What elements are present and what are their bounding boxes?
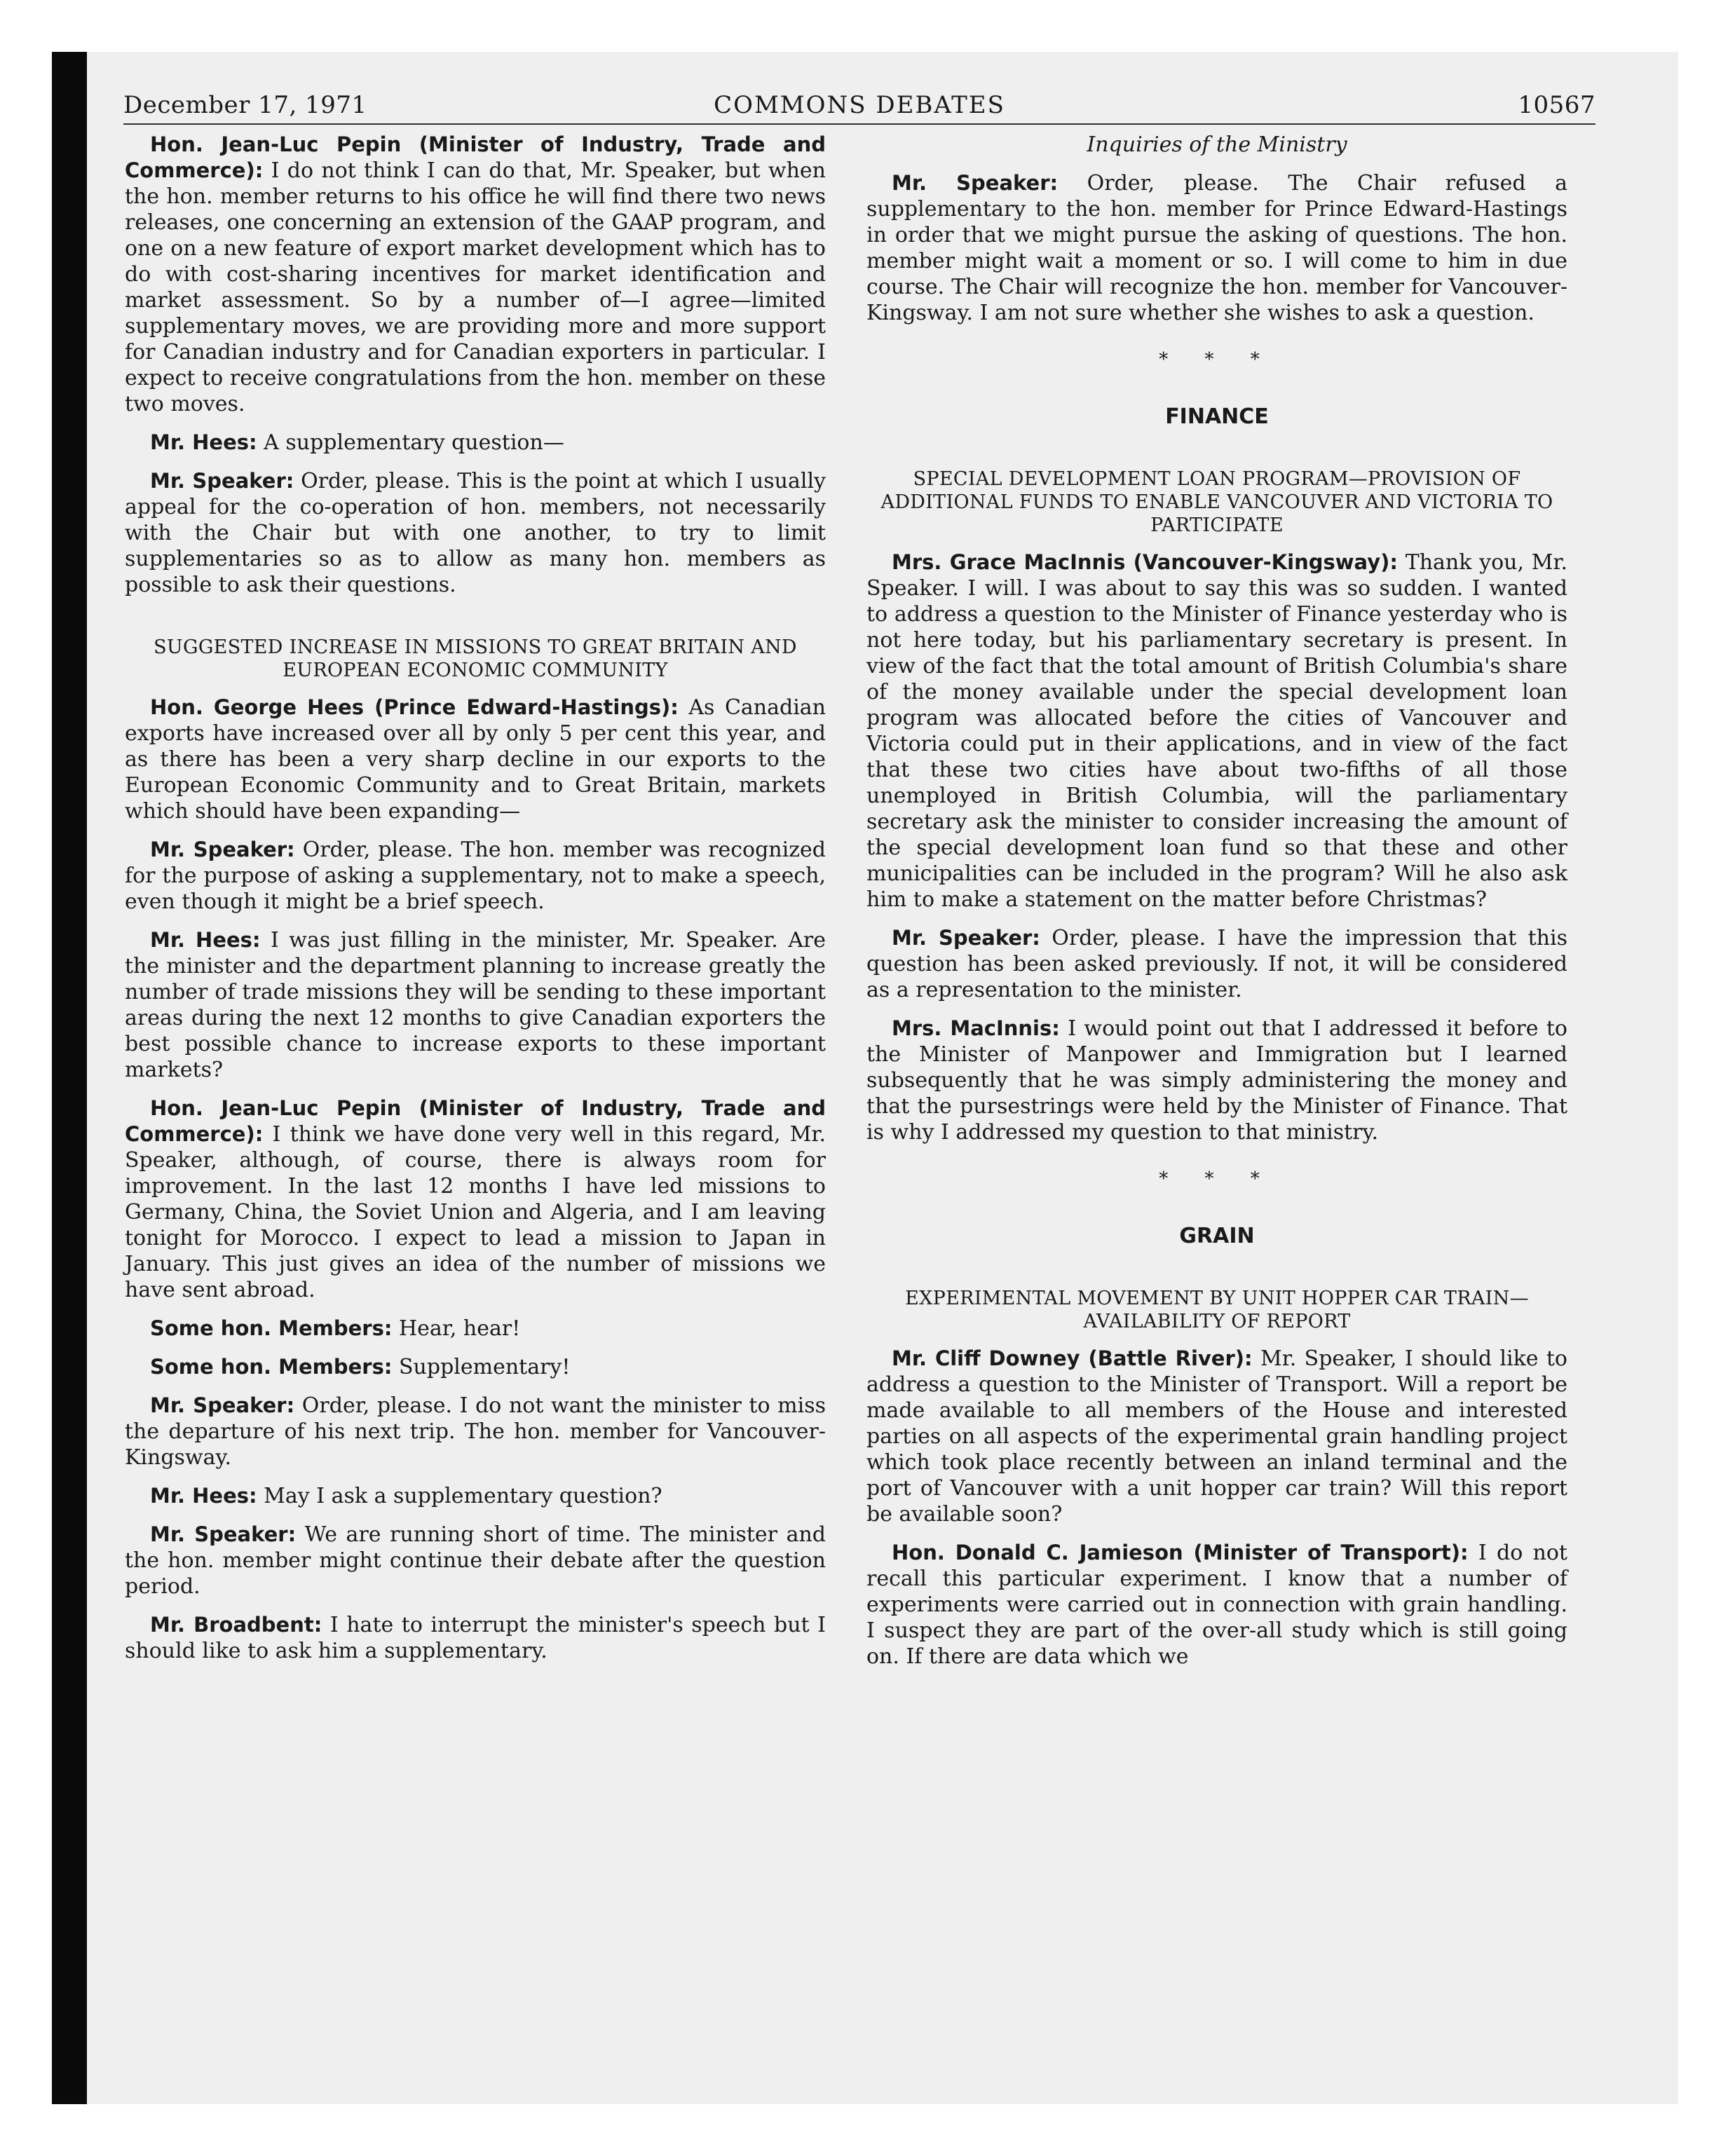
- speaker-name: Mr. Hees:: [150, 430, 257, 454]
- left-column: [125, 132, 826, 1677]
- speaker-name: Mr. Speaker:: [892, 926, 1040, 950]
- speech-text: We are running short of time. The minister and the hon. member might continue their debate after the question period.: [125, 1522, 826, 1599]
- speech-text: Order, please. I do not want the minister to miss the departure of his next trip. The hon. member for Vancouver-Kingsway.: [125, 1393, 826, 1470]
- speech-paragraph: [866, 1016, 1567, 1145]
- section-heading: GRAIN: [1179, 1224, 1255, 1248]
- speech-paragraph: [125, 468, 826, 598]
- speech-text: Mr. Speaker, I should like to address a question to the Minister of Transport. Will a report be made available to all members of the House and interested parties on all aspects of the experimental grain handling project which took place recently between an inland terminal and the port of Vancouver with a unit hopper car train? Will this report be available soon?: [866, 1346, 1567, 1527]
- speech-paragraph: [866, 1540, 1567, 1670]
- speech-paragraph: [866, 550, 1567, 913]
- speech-text: Hear, hear!: [392, 1316, 521, 1341]
- subheading: SUGGESTED INCREASE IN MISSIONS TO GREAT BRITAIN AND EUROPEAN ECONOMIC COMMUNITY: [154, 636, 797, 681]
- speech-paragraph: [125, 1354, 826, 1380]
- speech-paragraph: [125, 1483, 826, 1509]
- speaker-name: Mr. Speaker:: [150, 1522, 297, 1546]
- speech-text: I do not recall this particular experiment. I know that a number of experiments were carried out in connection with grain handling. I suspect they are part of the over-all study which is still going on. If there are data which we: [866, 1541, 1567, 1669]
- speech-paragraph: [866, 925, 1567, 1003]
- speaker-name: Mr. Speaker:: [150, 838, 295, 861]
- speaker-name: Some hon. Members:: [150, 1355, 393, 1379]
- right-column: [866, 132, 1567, 1682]
- subheading: EXPERIMENTAL MOVEMENT BY UNIT HOPPER CAR TRAIN—AVAILABILITY OF REPORT: [905, 1288, 1529, 1332]
- page-header: [123, 88, 1595, 125]
- speech-paragraph: [125, 1096, 826, 1303]
- speaker-name: Mr. Speaker:: [150, 1393, 295, 1417]
- speaker-name: Hon. Donald C. Jamieson (Minister of Transport):: [892, 1541, 1469, 1564]
- section-heading: FINANCE: [1165, 404, 1269, 429]
- section-separator: * * *: [1159, 349, 1275, 370]
- speech-text: I would point out that I addressed it before to the Minister of Manpower and Immigration but I learned subsequently that he was simply administering the money and that the pursestrings were held by the Minister of Finance. That is why I addressed my question to that ministry.: [866, 1016, 1567, 1145]
- speaker-name: Hon. George Hees (Prince Edward-Hastings):: [150, 695, 679, 719]
- header-date: December 17, 1971: [123, 91, 367, 119]
- section-separator: * * *: [1159, 1168, 1275, 1189]
- speech-text: I think we have done very well in this regard, Mr. Speaker, although, of course, there is always room for improvement. In the last 12 months I have led missions to Germany, China, the Soviet Union and Algeria, and I am leaving tonight for Morocco. I expect to lead a mission to Japan in January. This just gives an idea of the number of missions we have sent abroad.: [125, 1122, 826, 1302]
- speaker-name: Mr. Hees:: [150, 928, 261, 952]
- speech-paragraph: [125, 1612, 826, 1664]
- speaker-name: Mr. Broadbent:: [150, 1613, 322, 1637]
- header-title: COMMONS DEBATES: [714, 91, 1005, 119]
- speaker-name: Some hon. Members:: [150, 1316, 393, 1340]
- speech-paragraph: [125, 695, 826, 824]
- speech-text: I do not think I can do that, Mr. Speaker, but when the hon. member returns to his office he will find there two news releases, one concerning an extension of the GAAP program, and one on a new feature of export market development which has to do with cost-sharing incentives for market identification and market assessment. So by a number of—I agree—limited supplementary moves, we are providing more and more support for Canadian industry and for Canadian exporters in particular. I expect to receive congratulations from the hon. member on these two moves.: [125, 158, 826, 416]
- running-head: Inquiries of the Ministry: [1087, 132, 1347, 157]
- speaker-name: Mr. Speaker:: [892, 171, 1059, 195]
- speech-paragraph: [866, 170, 1567, 326]
- speech-paragraph: [125, 1316, 826, 1342]
- speaker-name: Mrs. MacInnis:: [892, 1016, 1060, 1040]
- speech-text: Order, please. I have the impression that this question has been asked previously. If not, it will be considered as a representation to the minister.: [866, 926, 1567, 1002]
- speech-paragraph: [125, 132, 826, 417]
- speaker-name: Mrs. Grace MacInnis (Vancouver-Kingsway):: [892, 550, 1398, 574]
- speech-text: May I ask a supplementary question?: [257, 1484, 662, 1508]
- speech-text: Thank you, Mr. Speaker. I will. I was about to say this was so sudden. I wanted to address a question to the Minister of Finance yesterday who is not here today, but his parliamentary secretary is present. In view of the fact that the total amount of British Columbia's share of the money available under the special development loan program was allocated before the cities of Vancouver and Victoria could put in their applications, and in view of the fact that these two cities have about two-fifths of all those unemployed in British Columbia, will the parliamentary secretary ask the minister to consider increasing the amount of the special development loan fund so that these and other municipalities can be included in the program? Will he also ask him to make a statement on the matter before Christmas?: [866, 550, 1567, 912]
- speech-text: Supplementary!: [392, 1355, 571, 1379]
- speech-text: I hate to interrupt the minister's speech but I should like to ask him a supplementary.: [125, 1613, 826, 1663]
- header-page-number: 10567: [1518, 91, 1595, 119]
- speech-text: As Canadian exports have increased over all by only 5 per cent this year, and as there has been a very sharp decline in our exports to the European Economic Community and to Great Britain, markets which should have been expanding—: [125, 695, 826, 824]
- speech-text: Order, please. This is the point at which I usually appeal for the co-operation of hon. members, not necessarily with the Chair but with one another, to try to limit supplementaries so as to allow as many hon. members as possible to ask their questions.: [125, 469, 826, 597]
- speech-text: Order, please. The Chair refused a supplementary to the hon. member for Prince Edward-Hastings in order that we might pursue the asking of questions. The hon. member might wait a moment or so. I will come to him in due course. The Chair will recognize the hon. member for Vancouver-Kingsway. I am not sure whether she wishes to ask a question.: [866, 171, 1567, 325]
- speech-paragraph: [125, 430, 826, 456]
- speech-text: I was just filling in the minister, Mr. Speaker. Are the minister and the department planning to increase greatly the number of trade missions they will be sending to these important areas during the next 12 months to give Canadian exporters the best possible chance to increase exports to these important markets?: [125, 928, 826, 1082]
- scan-binding-edge: [52, 52, 87, 2104]
- speech-text: Order, please. The hon. member was recognized for the purpose of asking a supplementary, not to make a speech, even though it might be a brief speech.: [125, 838, 826, 914]
- speaker-name: Hon. Jean-Luc Pepin (Minister of Industry, Trade and Commerce):: [125, 1096, 826, 1146]
- speaker-name: Mr. Speaker:: [150, 469, 294, 493]
- speech-paragraph: [125, 837, 826, 915]
- speech-paragraph: [125, 927, 826, 1083]
- speech-paragraph: [125, 1522, 826, 1599]
- subheading: SPECIAL DEVELOPMENT LOAN PROGRAM—PROVISION OF ADDITIONAL FUNDS TO ENABLE VANCOUVER AND VICTORIA TO PARTICIPATE: [880, 468, 1553, 536]
- speech-paragraph: [125, 1393, 826, 1471]
- speaker-name: Mr. Hees:: [150, 1484, 257, 1508]
- speaker-name: Hon. Jean-Luc Pepin (Minister of Industry, Trade and Commerce):: [125, 132, 826, 182]
- speech-text: A supplementary question—: [257, 430, 564, 455]
- speaker-name: Mr. Cliff Downey (Battle River):: [892, 1346, 1253, 1370]
- speech-paragraph: [866, 1346, 1567, 1527]
